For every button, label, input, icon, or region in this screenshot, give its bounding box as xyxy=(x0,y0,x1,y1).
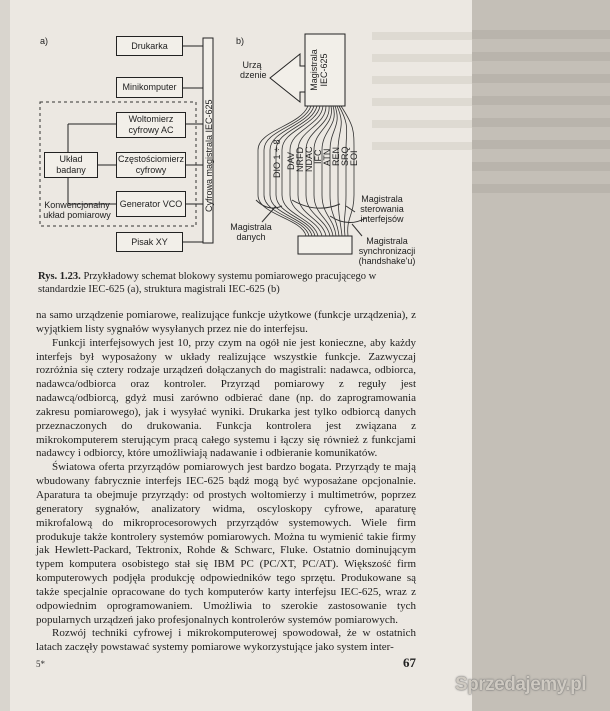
device-label: Urzą dzenie xyxy=(240,60,267,80)
data-bus-label: Magistrala danych xyxy=(230,222,272,242)
signal-label: EOI xyxy=(349,150,359,166)
caption-label: Rys. 1.23. xyxy=(38,271,81,282)
bus-connector-label: Magistrala IEC-625 xyxy=(309,49,329,91)
panel-b-label: b) xyxy=(236,36,245,46)
signature-mark: 5* xyxy=(36,659,45,669)
signal-label: REN xyxy=(331,146,341,166)
body-text xyxy=(36,309,416,655)
watermark-logo: Sprzedajemy.pl xyxy=(455,674,586,695)
generator-block: Generator VCO xyxy=(116,191,186,217)
xy-plotter-block: Pisak XY xyxy=(116,232,183,252)
facing-page-edge xyxy=(472,0,610,711)
signal-label: NDAC xyxy=(304,146,314,172)
paragraph: Rozwój techniki cyfrowej i mikrokomputerowej spowodował, że w ostatnich latach zaczęły powstawać systemy pomiarowe wykorzystujące jako system inter- xyxy=(36,627,416,654)
bus-label: Cyfrowa magistrala IEC-625 xyxy=(204,99,214,212)
signal-label: NRFD xyxy=(295,147,305,172)
frequency-meter-block: Częstościomierz cyfrowy xyxy=(116,152,186,178)
sync-bus-label: Magistrala synchronizacji (handshake'u) xyxy=(358,236,416,266)
caption-text: Przykładowy schemat blokowy systemu pomiarowego pracującego w standardzie IEC-625 (a), struktura magistrali IEC-625 (b) xyxy=(38,271,377,295)
signal-label: DIO 1 ÷ 8 xyxy=(272,139,282,178)
voltmeter-block: Woltomierz cyfrowy AC xyxy=(116,112,186,138)
printer-block: Drukarka xyxy=(116,36,183,56)
signal-label: IFC xyxy=(313,149,323,164)
signal-label: SRQ xyxy=(340,146,350,166)
conventional-system-label: Konwencjonalny układ pomiarowy xyxy=(43,200,111,220)
panel-a-label: a) xyxy=(40,36,49,46)
device-under-test-block: Układ badany xyxy=(44,152,98,178)
control-bus-label: Magistrala sterowania interfejsów xyxy=(360,194,404,224)
paragraph: na samo urządzenie pomiarowe, realizujące funkcje użytkowe (funkcje urządzenia), z wyjątkiem listy sygnałów wysyłanych przez nie do interfejsu. xyxy=(36,309,416,335)
signal-label: DAV xyxy=(286,152,296,170)
figure-caption xyxy=(38,270,426,296)
paragraph: Funkcji interfejsowych jest 10, przy czym na ogół nie jest konieczne, aby każdy interfejs był wyposażony w układy realizujące wszystkie funkcje. Zazwyczaj rozróżnia się cztery rodzaje urządzeń dołączanych do magistrali: nadawca, odbiorca, nadawca/odbiorca oraz kontroler. Przyrząd pomiarowy z reguły jest nadawcą/odbiorcą, gdyż musi zarówno odbierać dane (np. do zaprogramowania zakresu pomiarowego), jak i wysyłać wyniki. Drukarka jest tylko odbiorcą danych przeznaczonych do drukowania. Funkcja kontrolera jest związana z mikrokomputerem sterującym pracą całego systemu i łączy się również z funkcjami nadawcy i odbiorcy, które umożliwiają nadawanie i odbieranie komunikatów. xyxy=(36,336,416,460)
page-number: 67 xyxy=(403,655,416,670)
paragraph: Światowa oferta przyrządów pomiarowych jest bardzo bogata. Przyrządy te mają wbudowany fabrycznie interfejs IEC-625 bądź mogą być wyposażane opcjonalnie. Aparatura ta obejmuje przyrządy: od prostych woltomierzy i multimetrów, poprzez generatory sygnałów, analizatory widma, oscyloskopy cyfrowe, aparaturę mikrofalową do mikroprocesorowych przyrządów systemowych. Wiele firm produkuje także kontrolery systemów pomiarowych. Można tu wymienić takie firmy jak Hewlett-Packard, Tektronix, Rohde & Schwarc, Fluke. Ostatnio dominującym typem komputera osobistego stał się IBM PC (PC/XT, PC/AT). Większość firm komputerowych podjęła produkcję odpowiedników tego sprzętu. Produkowane są także specjalnie opracowane do tych komputerów karty interfejsu IEC-625, wraz z odpowiednim oprogramowaniem. Umożliwia to szerokie zastosowanie tych popularnych urządzeń jako profesjonalnych kontrolerów systemów pomiarowych. xyxy=(36,461,416,626)
signal-label: ATN xyxy=(322,148,332,166)
minicomputer-block: Minikomputer xyxy=(116,77,183,98)
